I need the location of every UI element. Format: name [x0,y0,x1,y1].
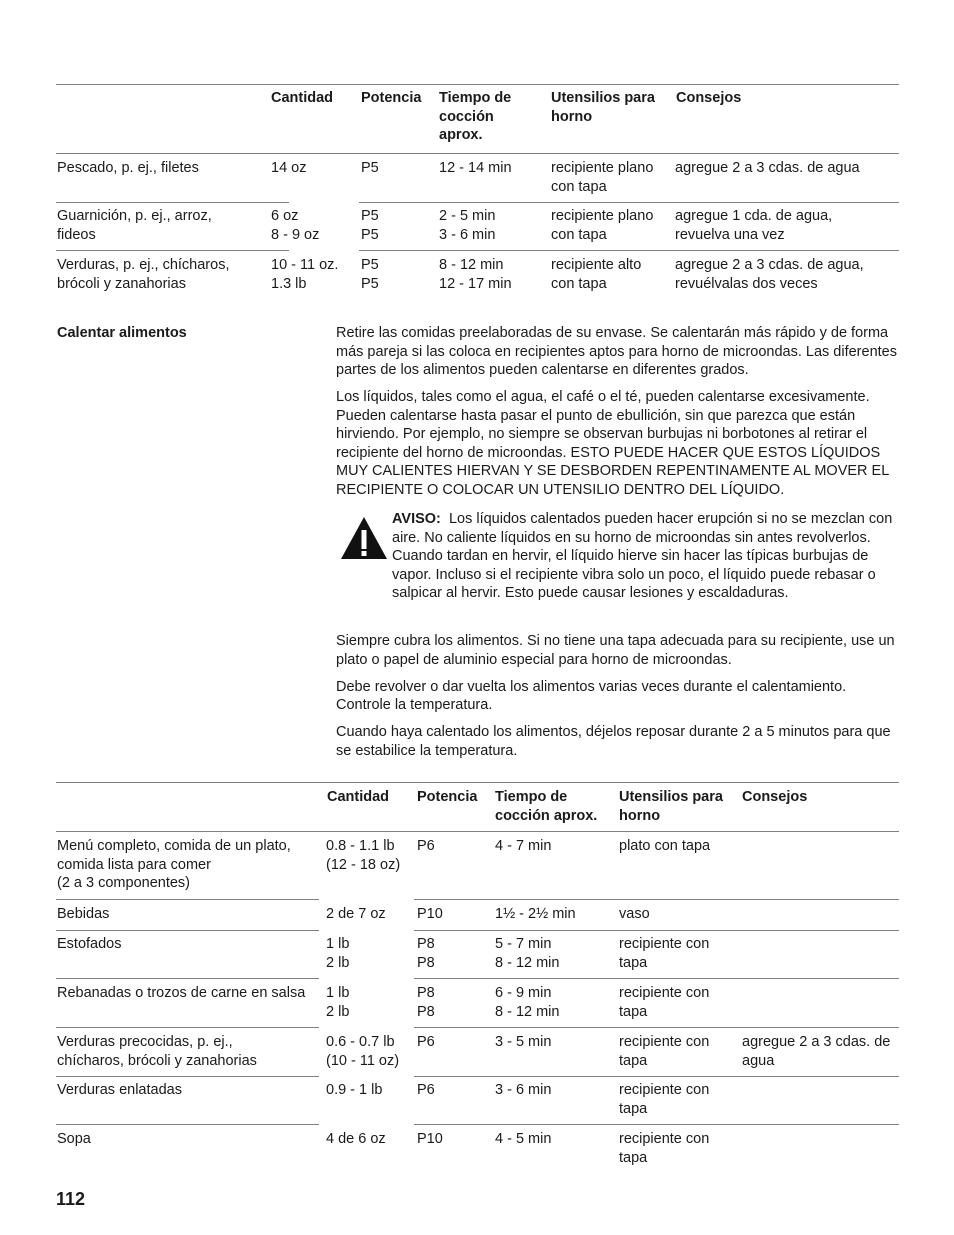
utensil-cell: recipiente con tapa [619,936,710,971]
header-utensilios: Utensilios para horno [619,789,723,824]
header-consejos: Consejos [742,789,808,805]
quantity-cell: 1 lb 2 lb [326,936,350,971]
food-cell: Verduras enlatadas [57,1082,182,1098]
power-cell: P8 P8 [417,936,435,971]
row-separator [56,1076,319,1077]
row-separator [414,978,899,979]
food-cell: Verduras, p. ej., chícharos, brócoli y zanahorias [57,257,230,292]
utensil-cell: recipiente con tapa [619,1082,710,1117]
section-title: Calentar alimentos [57,325,187,341]
tip-cell: agregue 2 a 3 cdas. de agua [675,160,860,176]
paragraph-standing-time: Cuando haya calentado los alimentos, déjelos reposar durante 2 a 5 minutos para que se estabilice la temperatura. [336,724,891,759]
warning-text [392,510,897,603]
warning-label: AVISO: [392,511,441,527]
row-separator [56,978,319,979]
paragraph-cover-food: Siempre cubra los alimentos. Si no tiene una tapa adecuada para su recipiente, use un plato o papel de aluminio especial para horno de microondas. [336,633,895,668]
utensil-cell: recipiente con tapa [619,1131,710,1166]
food-cell: Sopa [57,1131,91,1147]
utensil-cell: recipiente con tapa [619,985,710,1020]
header-rule [56,153,899,154]
utensil-cell: plato con tapa [619,838,711,854]
utensil-cell: recipiente alto con tapa [551,257,642,292]
row-separator [414,1076,899,1077]
quantity-cell: 6 oz 8 - 9 oz [271,208,320,243]
header-utensilios: Utensilios para horno [551,90,655,125]
row-separator [414,1027,899,1028]
food-cell: Rebanadas o trozos de carne en salsa [57,985,306,1001]
table-top-rule [56,782,899,783]
paragraph-liquids: Los líquidos, tales como el agua, el café o el té, pueden calentarse excesivamente. Pueden calentarse hasta pasar el punto de ebullición, sin que parezca que están hirviendo. Por ejemplo, no siempre se observan burbujas ni borbotones al retirar el recipiente del horno de microondas. ESTO PUEDE HACER QUE ESTOS LÍQUIDOS MUY CALIENTES HIERVAN Y SE DESBORDEN REPENTINAMENTE AL MOVER EL RECIPIENTE O COLOCAR UN UTENSILIO DENTRO DEL LÍQUIDO. [336,389,889,498]
header-consejos: Consejos [676,90,742,106]
row-separator [56,930,319,931]
row-separator [414,899,899,900]
header-tiempo: Tiempo de cocción aprox. [495,789,598,824]
power-cell: P6 [417,1082,435,1098]
warning-triangle-icon [340,516,388,560]
quantity-cell: 0.9 - 1 lb [326,1082,383,1098]
row-separator [359,202,899,203]
row-separator [56,250,289,251]
time-cell: 8 - 12 min 12 - 17 min [439,257,512,292]
time-cell: 4 - 7 min [495,838,552,854]
page-number: 112 [56,1189,86,1209]
row-separator [359,250,899,251]
header-tiempo: Tiempo de cocción aprox. [439,90,512,143]
quantity-cell: 0.6 - 0.7 lb (10 - 11 oz) [326,1034,400,1069]
row-separator [56,899,319,900]
quantity-cell: 4 de 6 oz [326,1131,386,1147]
row-separator [414,930,899,931]
utensil-cell: recipiente plano con tapa [551,160,654,195]
quantity-cell: 0.8 - 1.1 lb (12 - 18 oz) [326,838,401,873]
food-cell: Pescado, p. ej., filetes [57,160,199,176]
time-cell: 6 - 9 min 8 - 12 min [495,985,560,1020]
time-cell: 5 - 7 min 8 - 12 min [495,936,560,971]
header-potencia: Potencia [361,90,422,106]
food-cell: Guarnición, p. ej., arroz, fideos [57,208,212,243]
quantity-cell: 2 de 7 oz [326,906,386,922]
power-cell: P5 P5 [361,257,379,292]
tip-cell: agregue 1 cda. de agua, revuelva una vez [675,208,833,243]
power-cell: P10 [417,906,443,922]
food-cell: Menú completo, comida de un plato, comida lista para comer (2 a 3 componentes) [57,838,291,891]
time-cell: 4 - 5 min [495,1131,552,1147]
quantity-cell: 10 - 11 oz. 1.3 lb [271,257,339,292]
food-cell: Verduras precocidas, p. ej., chícharos, brócoli y zanahorias [57,1034,257,1069]
header-cantidad: Cantidad [271,90,334,106]
power-cell: P6 [417,838,435,854]
quantity-cell: 14 oz [271,160,307,176]
food-cell: Bebidas [57,906,110,922]
power-cell: P8 P8 [417,985,435,1020]
instructions-body [336,324,902,508]
paragraph-stir: Debe revolver o dar vuelta los alimentos varias veces durante el calentamiento. Controle la temperatura. [336,678,847,713]
time-cell: 3 - 6 min [495,1082,552,1098]
row-separator [56,1124,319,1125]
food-cell: Estofados [57,936,122,952]
warning-message: Los líquidos calentados pueden hacer erupción si no se mezclan con aire. No caliente líquidos en su horno de microondas sin antes revolverlos. Cuando tardan en hervir, el líquido hierve sin hacer las típicas burbujas de vapor. Incluso si el recipiente vibra solo un poco, el líquido puede rebasar o salpicar al hervir. Esto puede causar lesiones y escaldaduras. [392,511,893,601]
paragraph-remove-packaging: Retire las comidas preelaboradas de su envase. Se calentarán más rápido y de forma más pareja si las coloca en recipientes aptos para horno de microondas. Las diferentes partes de los alimentos pueden calentarse en diferentes grados. [336,325,897,378]
utensil-cell: vaso [619,906,650,922]
power-cell: P10 [417,1131,443,1147]
tip-cell: agregue 2 a 3 cdas. de agua, revuélvalas dos veces [675,257,864,292]
time-cell: 3 - 5 min [495,1034,552,1050]
row-separator [56,202,289,203]
table-top-rule [56,84,899,85]
time-cell: 1½ - 2½ min [495,906,576,922]
power-cell: P5 [361,160,379,176]
power-cell: P6 [417,1034,435,1050]
header-cantidad: Cantidad [327,789,390,805]
row-separator [414,1124,899,1125]
time-cell: 2 - 5 min 3 - 6 min [439,208,496,243]
power-cell: P5 P5 [361,208,379,243]
instructions-body-continued [336,632,902,769]
utensil-cell: recipiente plano con tapa [551,208,654,243]
row-separator [56,1027,319,1028]
header-rule [56,831,899,832]
quantity-cell: 1 lb 2 lb [326,985,350,1020]
utensil-cell: recipiente con tapa [619,1034,710,1069]
time-cell: 12 - 14 min [439,160,512,176]
header-potencia: Potencia [417,789,478,805]
tip-cell: agregue 2 a 3 cdas. de agua [742,1034,891,1069]
